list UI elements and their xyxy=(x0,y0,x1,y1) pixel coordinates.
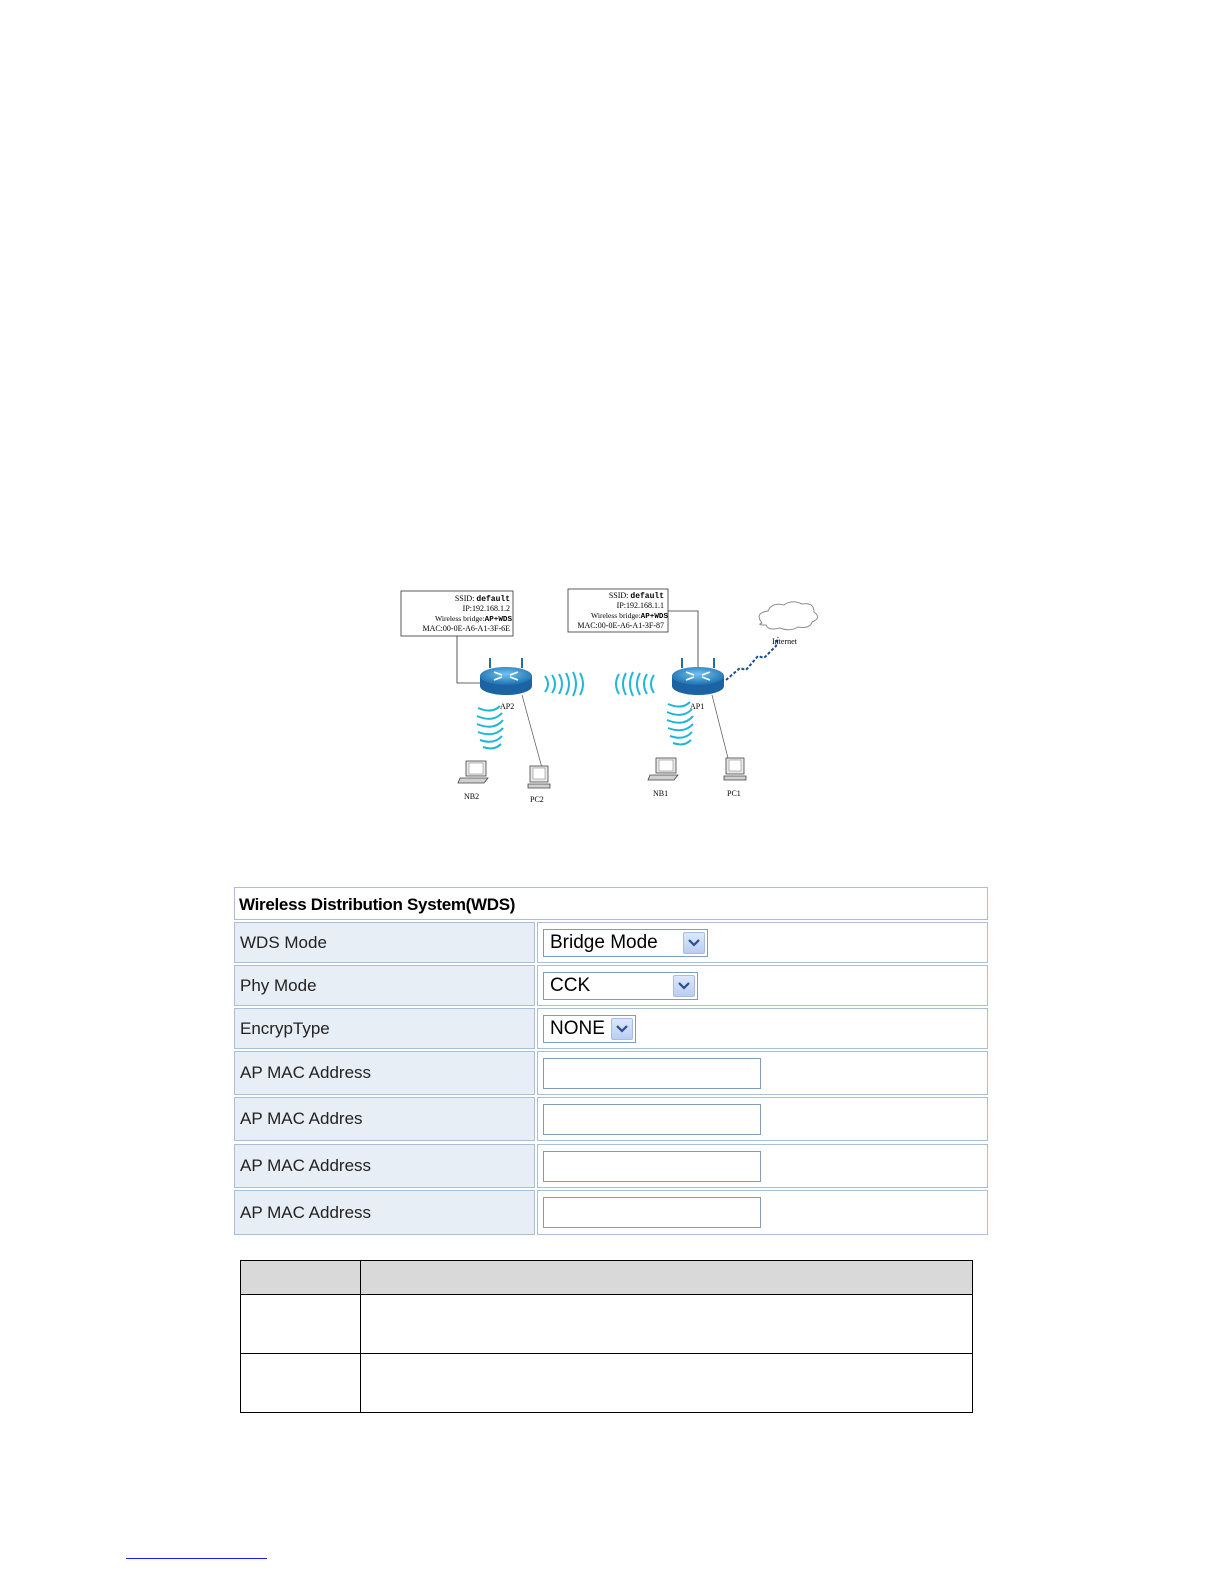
phy-mode-cell xyxy=(537,965,988,1006)
ap-mac-address-4-input[interactable] xyxy=(543,1197,761,1228)
table-header-cell xyxy=(361,1261,973,1295)
description-table xyxy=(240,1260,973,1413)
internet-label: Internet xyxy=(772,637,797,646)
wds-mode-label: WDS Mode xyxy=(234,922,535,963)
internet-link xyxy=(726,637,778,680)
table-cell xyxy=(241,1354,361,1413)
ap2-ssid-value: default xyxy=(476,595,510,604)
encryp-type-label: EncrypType xyxy=(234,1008,535,1049)
ap1-bridge-label: Wireless bridge: xyxy=(590,611,641,620)
wds-settings-panel xyxy=(234,887,988,1236)
phy-mode-value: CCK xyxy=(550,975,591,996)
chevron-down-icon[interactable] xyxy=(673,975,695,997)
phy-mode-select[interactable] xyxy=(543,972,698,1000)
ap2-router-icon xyxy=(480,658,532,695)
ap-mac-address-2-input[interactable] xyxy=(543,1104,761,1135)
svg-text:SSID: default xyxy=(455,594,510,604)
encryp-type-select[interactable] xyxy=(543,1015,636,1043)
table-cell xyxy=(241,1295,361,1354)
phy-mode-label: Phy Mode xyxy=(234,965,535,1006)
footnote-separator xyxy=(126,1558,267,1559)
svg-text:Wireless bridge:AP+WDS xyxy=(435,614,512,624)
ap2-ip: IP:192.168.1.2 xyxy=(462,604,510,613)
wds-network-diagram xyxy=(380,580,850,820)
table-row xyxy=(241,1295,973,1354)
ap2-ssid-label: SSID: xyxy=(454,594,475,603)
nb2-laptop-icon xyxy=(458,761,488,783)
internet-cloud-icon xyxy=(759,602,817,630)
wds-signal-left-icon xyxy=(616,672,654,696)
nb1-label: NB1 xyxy=(653,789,669,798)
ap-mac-address-4-label: AP MAC Address xyxy=(234,1190,535,1235)
ap-mac-address-2-cell xyxy=(537,1097,988,1141)
nb2-label: NB2 xyxy=(464,792,480,801)
ap-mac-address-1-input[interactable] xyxy=(543,1058,761,1089)
pc1-label: PC1 xyxy=(727,789,741,798)
encryp-type-cell xyxy=(537,1008,988,1049)
table-cell xyxy=(361,1354,973,1413)
chevron-down-icon[interactable] xyxy=(683,932,705,954)
ap1-bridge-value: AP+WDS xyxy=(640,613,668,621)
ap1-ip: IP:192.168.1.1 xyxy=(616,601,664,610)
table-row xyxy=(241,1354,973,1413)
ap2-name: AP2 xyxy=(500,702,515,711)
ap2-mac: MAC:00-0E-A6-A1-3F-6E xyxy=(422,624,510,633)
svg-text:SSID: default xyxy=(609,591,664,601)
wds-mode-select[interactable] xyxy=(543,929,708,957)
pc1-computer-icon xyxy=(724,758,746,780)
chevron-down-icon[interactable] xyxy=(611,1018,633,1040)
table-header-row xyxy=(241,1261,973,1295)
ap2-bridge-label: Wireless bridge: xyxy=(434,614,485,623)
ap2-bridge-value: AP+WDS xyxy=(484,616,512,624)
ap-mac-address-3-label: AP MAC Address xyxy=(234,1144,535,1188)
svg-text:Wireless bridge:AP+WDS xyxy=(591,611,668,621)
encryp-type-value: NONE xyxy=(550,1018,605,1039)
wds-panel-title: Wireless Distribution System(WDS) xyxy=(234,887,988,920)
wds-mode-value: Bridge Mode xyxy=(550,932,658,953)
pc2-computer-icon xyxy=(528,766,550,788)
ap2-info-box xyxy=(401,591,513,636)
ap-mac-address-2-label: AP MAC Addres xyxy=(234,1097,535,1141)
wds-mode-cell xyxy=(537,922,988,963)
pc2-label: PC2 xyxy=(530,795,544,804)
ap1-name: AP1 xyxy=(690,702,705,711)
ap1-ssid-label: SSID: xyxy=(608,591,629,600)
nb1-laptop-icon xyxy=(648,758,678,780)
ap2-client-signal-icon xyxy=(477,706,503,748)
table-header-cell xyxy=(241,1261,361,1295)
wds-signal-right-icon xyxy=(545,672,583,696)
ap1-mac: MAC:00-0E-A6-A1-3F-87 xyxy=(577,621,664,630)
ap-mac-address-1-label: AP MAC Address xyxy=(234,1051,535,1095)
ap-mac-address-3-cell xyxy=(537,1144,988,1188)
table-cell xyxy=(361,1295,973,1354)
ap-mac-address-3-input[interactable] xyxy=(543,1151,761,1182)
ap1-ssid-value: default xyxy=(630,592,664,601)
ap1-info-box xyxy=(568,589,668,632)
ap-mac-address-4-cell xyxy=(537,1190,988,1235)
ap-mac-address-1-cell xyxy=(537,1051,988,1095)
